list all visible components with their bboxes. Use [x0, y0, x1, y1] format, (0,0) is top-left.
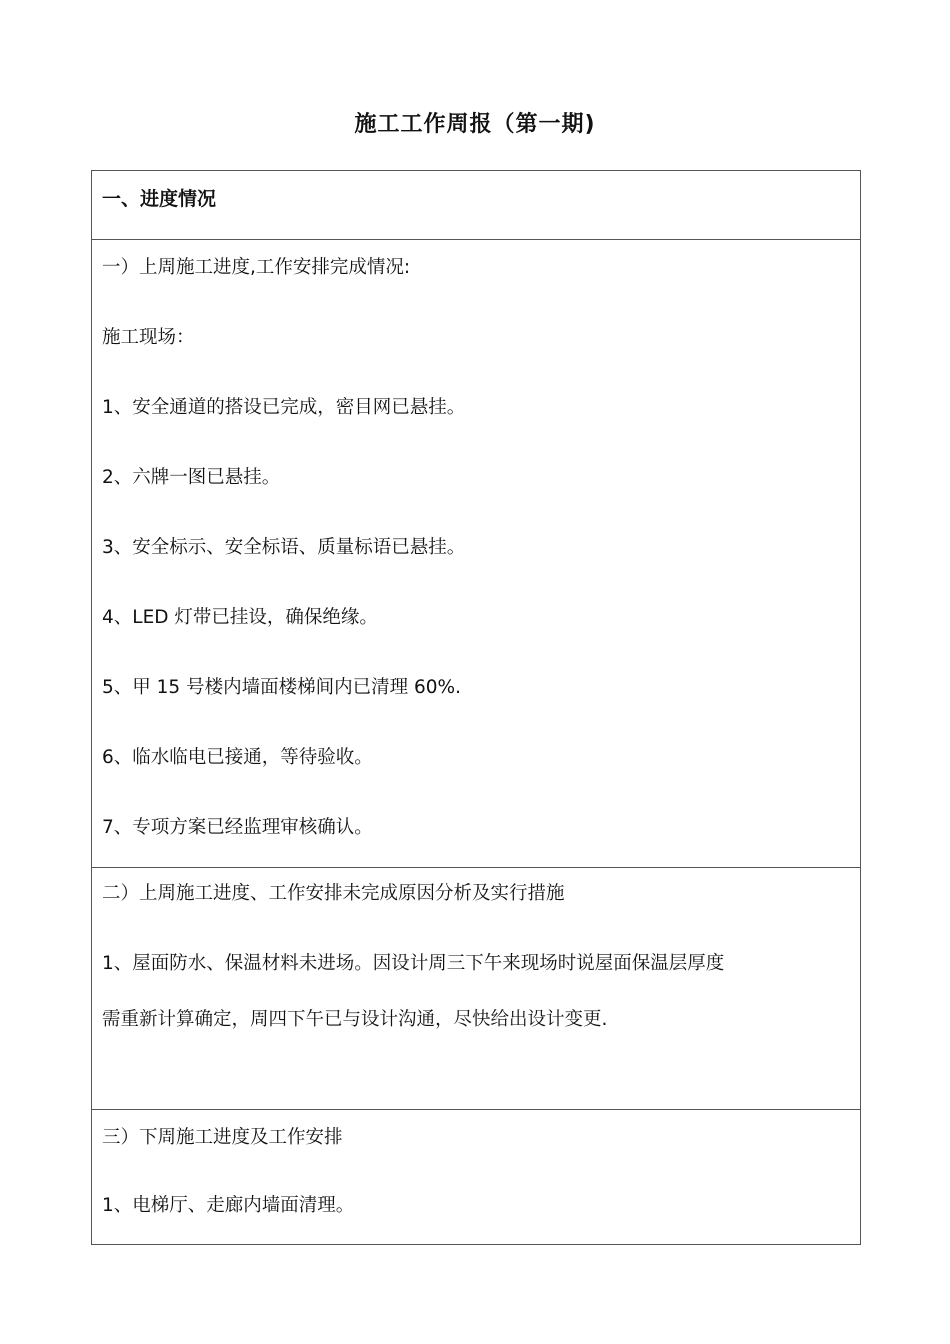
list-item: 4、LED 灯带已挂设，确保绝缘。 [102, 607, 378, 628]
list-item-continuation: 需重新计算确定，周四下午已与设计沟通，尽快给出设计变更. [102, 1009, 608, 1030]
progress-section-header [92, 171, 860, 240]
list-item: 1、电梯厅、走廊内墙面清理。 [102, 1195, 355, 1216]
list-item: 1、安全通道的搭设已完成，密目网已悬挂。 [102, 397, 466, 418]
site-subtitle: 施工现场： [102, 327, 195, 348]
page-title: 施工工作周报（第一期) [354, 112, 596, 137]
list-item: 2、六牌一图已悬挂。 [102, 467, 281, 488]
list-item: 5、甲 15 号楼内墙面楼梯间内已清理 60%. [102, 677, 461, 698]
list-item: 3、安全标示、安全标语、质量标语已悬挂。 [102, 537, 466, 558]
next-week-section [92, 1110, 860, 1244]
list-item: 1、屋面防水、保温材料未进场。因设计周三下午来现场时说屋面保温层厚度 [102, 953, 725, 974]
list-item: 7、专项方案已经监理审核确认。 [102, 817, 373, 838]
last-week-progress-section [92, 240, 860, 868]
list-item: 6、临水临电已接通，等待验收。 [102, 747, 373, 768]
weekly-report-table [91, 170, 861, 1245]
progress-heading: 一、进度情况 [102, 188, 217, 210]
last-week-title: 一）上周施工进度,工作安排完成情况: [102, 257, 411, 278]
next-week-title: 三）下周施工进度及工作安排 [102, 1127, 343, 1148]
incomplete-analysis-section [92, 868, 860, 1110]
incomplete-title: 二）上周施工进度、工作安排未完成原因分析及实行措施 [102, 883, 565, 904]
